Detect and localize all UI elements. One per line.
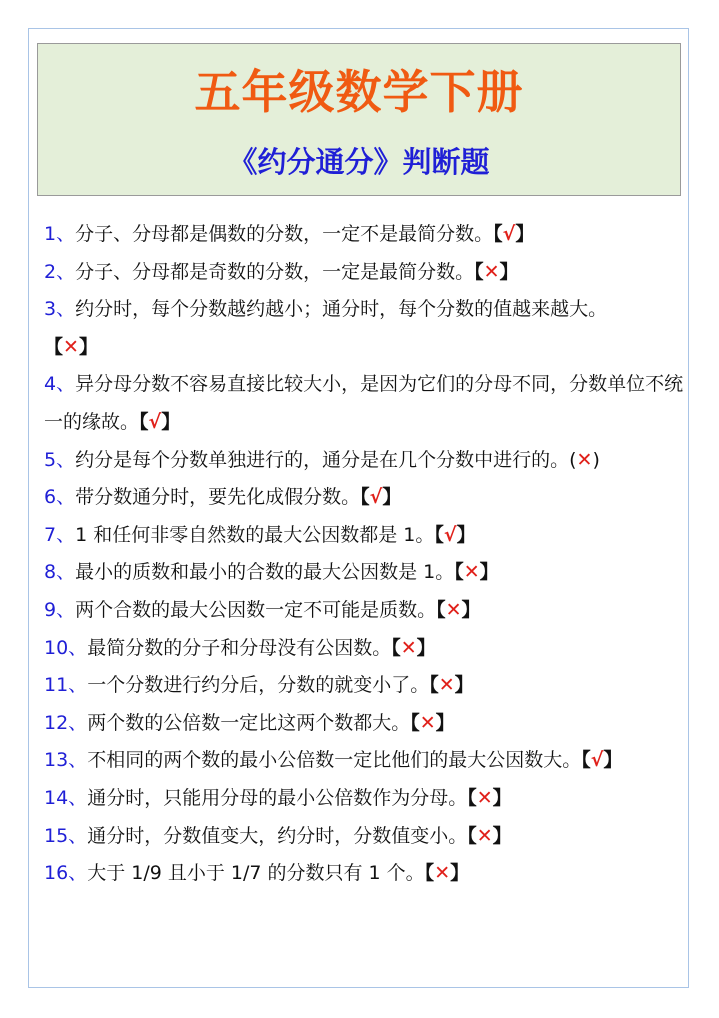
answer-bracket-open: 【 — [474, 260, 484, 283]
question-text: 不相同的两个数的最小公倍数一定比他们的最大公因数大。 — [87, 749, 582, 772]
question-text: 带分数通分时，要先化成假分数。 — [75, 486, 361, 509]
question-number: 15、 — [44, 824, 88, 847]
answer-bracket-open: 【 — [360, 486, 370, 509]
question-number: 1、 — [44, 223, 76, 245]
cross-mark-icon: ✕ — [434, 862, 451, 885]
page-title: 五年级数学下册 — [194, 65, 524, 119]
cross-mark-icon: ✕ — [463, 561, 480, 584]
question-number: 4、 — [44, 373, 76, 396]
cross-mark-icon: ✕ — [400, 636, 417, 659]
answer-bracket-open: 【 — [436, 598, 446, 621]
question-number: 7、 — [44, 523, 76, 546]
question-text: 通分时，只能用分母的最小公倍数作为分母。 — [87, 786, 468, 809]
question-number: 16、 — [44, 862, 88, 885]
cross-mark-icon: ✕ — [438, 674, 455, 697]
answer-bracket-open: 【 — [424, 862, 435, 885]
answer-bracket-close: ) — [592, 448, 600, 471]
question-text: 异分母分数不容易直接比较大小，是因为它们的分母不同，分数单位不统一的缘故。 — [44, 373, 684, 433]
answer-bracket-close: 】 — [515, 223, 535, 245]
question-item — [44, 742, 684, 780]
question-item — [44, 630, 684, 668]
question-item — [44, 780, 684, 818]
answer-bracket-open: 【 — [434, 523, 444, 546]
question-number: 11、 — [44, 674, 88, 697]
question-number: 12、 — [44, 711, 88, 734]
question-item — [44, 366, 684, 441]
question-item — [44, 442, 684, 480]
question-number: 9、 — [44, 598, 76, 621]
question-item — [44, 855, 684, 893]
page-subtitle: 《约分通分》判断题 — [228, 145, 490, 179]
answer-bracket-close: 】 — [461, 598, 481, 621]
answer-bracket-open: 【 — [391, 636, 401, 659]
cross-mark-icon: ✕ — [63, 335, 79, 358]
answer-bracket-open: 【 — [493, 223, 503, 245]
question-item — [44, 291, 684, 366]
question-item — [44, 216, 684, 254]
question-item — [44, 818, 684, 856]
answer-bracket-close: 】 — [382, 486, 402, 509]
answer-bracket-open: 【 — [410, 711, 420, 734]
question-number: 2、 — [44, 260, 76, 283]
check-mark-icon: √ — [443, 523, 457, 546]
answer-bracket-open: ( — [569, 448, 577, 471]
question-number: 5、 — [44, 448, 76, 471]
answer-bracket-open: 【 — [139, 410, 149, 433]
cross-mark-icon: ✕ — [483, 260, 500, 283]
answer-bracket-close: 】 — [603, 749, 623, 772]
question-item — [44, 705, 684, 743]
answer-bracket-close: 】 — [492, 786, 512, 809]
cross-mark-icon: ✕ — [445, 598, 462, 621]
question-text: 最小的质数和最小的合数的最大公因数是 1。 — [75, 561, 455, 584]
question-item — [44, 592, 684, 630]
check-mark-icon: √ — [502, 223, 516, 245]
question-text: 约分是每个分数单独进行的，通分是在几个分数中进行的。 — [75, 448, 570, 471]
cross-mark-icon: ✕ — [476, 824, 493, 847]
question-number: 6、 — [44, 486, 76, 509]
answer-bracket-close: 】 — [492, 824, 512, 847]
question-number: 3、 — [44, 298, 76, 321]
answer-bracket-close: 】 — [454, 674, 474, 697]
question-text: 两个合数的最大公因数一定不可能是质数。 — [75, 598, 437, 621]
question-text: 1 和任何非零自然数的最大公因数都是 1。 — [75, 523, 435, 546]
question-text: 两个数的公倍数一定比这两个数都大。 — [87, 711, 411, 734]
check-mark-icon: √ — [590, 749, 604, 772]
question-text: 分子、分母都是偶数的分数，一定不是最简分数。 — [75, 223, 494, 245]
question-item — [44, 254, 684, 292]
answer-bracket-open: 【 — [454, 561, 464, 584]
question-number: 14、 — [44, 786, 88, 809]
answer-bracket-open: 【 — [44, 335, 64, 358]
answer-bracket-open: 【 — [467, 786, 477, 809]
answer-bracket-close: 】 — [499, 260, 519, 283]
answer-bracket-close: 】 — [78, 335, 98, 358]
question-text: 最简分数的分子和分母没有公因数。 — [87, 636, 392, 659]
answer-bracket-close: 】 — [450, 862, 470, 885]
cross-mark-icon: ✕ — [476, 786, 493, 809]
question-text: 分子、分母都是奇数的分数，一定是最简分数。 — [75, 260, 475, 283]
question-text: 约分时，每个分数越约越小；通分时，每个分数的值越来越大。 — [75, 298, 608, 321]
answer-bracket-close: 】 — [416, 636, 436, 659]
answer-bracket-open: 【 — [467, 824, 477, 847]
cross-mark-icon: ✕ — [576, 448, 593, 471]
question-item — [44, 479, 684, 517]
cross-mark-icon: ✕ — [419, 711, 436, 734]
answer-bracket-open: 【 — [429, 674, 439, 697]
answer-bracket-close: 】 — [479, 561, 499, 584]
answer-bracket-close: 】 — [161, 410, 181, 433]
question-item — [44, 517, 684, 555]
question-list — [44, 216, 684, 893]
question-number: 10、 — [44, 636, 88, 659]
title-banner — [37, 43, 681, 196]
question-text: 大于 1/9 且小于 1/7 的分数只有 1 个。 — [87, 862, 425, 885]
question-item — [44, 554, 684, 592]
check-mark-icon: √ — [369, 486, 383, 509]
question-number: 13、 — [44, 749, 88, 772]
question-number: 8、 — [44, 561, 76, 584]
question-text: 一个分数进行约分后，分数的就变小了。 — [87, 674, 430, 697]
answer-bracket-close: 】 — [456, 523, 476, 546]
answer-bracket-close: 】 — [435, 711, 455, 734]
answer-bracket-open: 【 — [581, 749, 591, 772]
question-item — [44, 667, 684, 705]
question-text: 通分时，分数值变大，约分时，分数值变小。 — [87, 824, 468, 847]
check-mark-icon: √ — [148, 410, 162, 433]
